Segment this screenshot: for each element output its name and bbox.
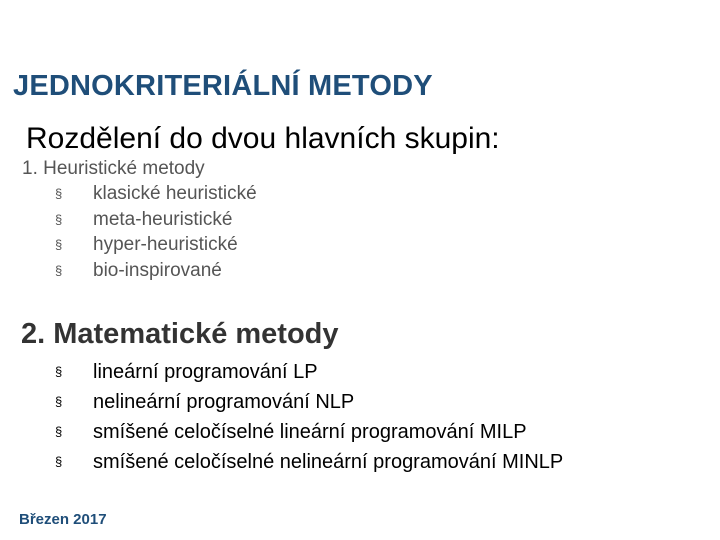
list-item-label: bio-inspirované xyxy=(93,259,222,281)
bullet-icon: § xyxy=(55,454,63,469)
list-item-label: lineární programování LP xyxy=(93,361,318,383)
bullet-icon: § xyxy=(55,211,63,227)
bullet-icon: § xyxy=(55,186,63,201)
bullet-icon: § xyxy=(55,424,63,439)
bullet-icon: § xyxy=(55,394,63,409)
bullet-icon: § xyxy=(55,237,63,252)
slide-title: JEDNOKRITERIÁLNÍ METODY xyxy=(13,70,433,102)
group-heuristic-heading: 1. Heuristické metody xyxy=(22,158,205,179)
slide-subtitle: Rozdělení do dvou hlavních skupin: xyxy=(26,122,500,155)
footer-date: Březen 2017 xyxy=(19,511,107,528)
list-item-label: smíšené celočíselné lineární programování MILP xyxy=(93,421,527,443)
list-item-label: klasické heuristické xyxy=(93,183,257,204)
list-item-label: nelineární programování NLP xyxy=(93,391,355,413)
list-item-label: meta-heuristické xyxy=(93,208,233,230)
bullet-icon: § xyxy=(55,364,63,379)
bullet-icon: § xyxy=(55,262,63,278)
list-item-label: hyper-heuristické xyxy=(93,234,238,255)
group-mathematical-heading: 2. Matematické metody xyxy=(21,318,339,350)
list-item-label: smíšené celočíselné nelineární programování MINLP xyxy=(93,451,564,473)
